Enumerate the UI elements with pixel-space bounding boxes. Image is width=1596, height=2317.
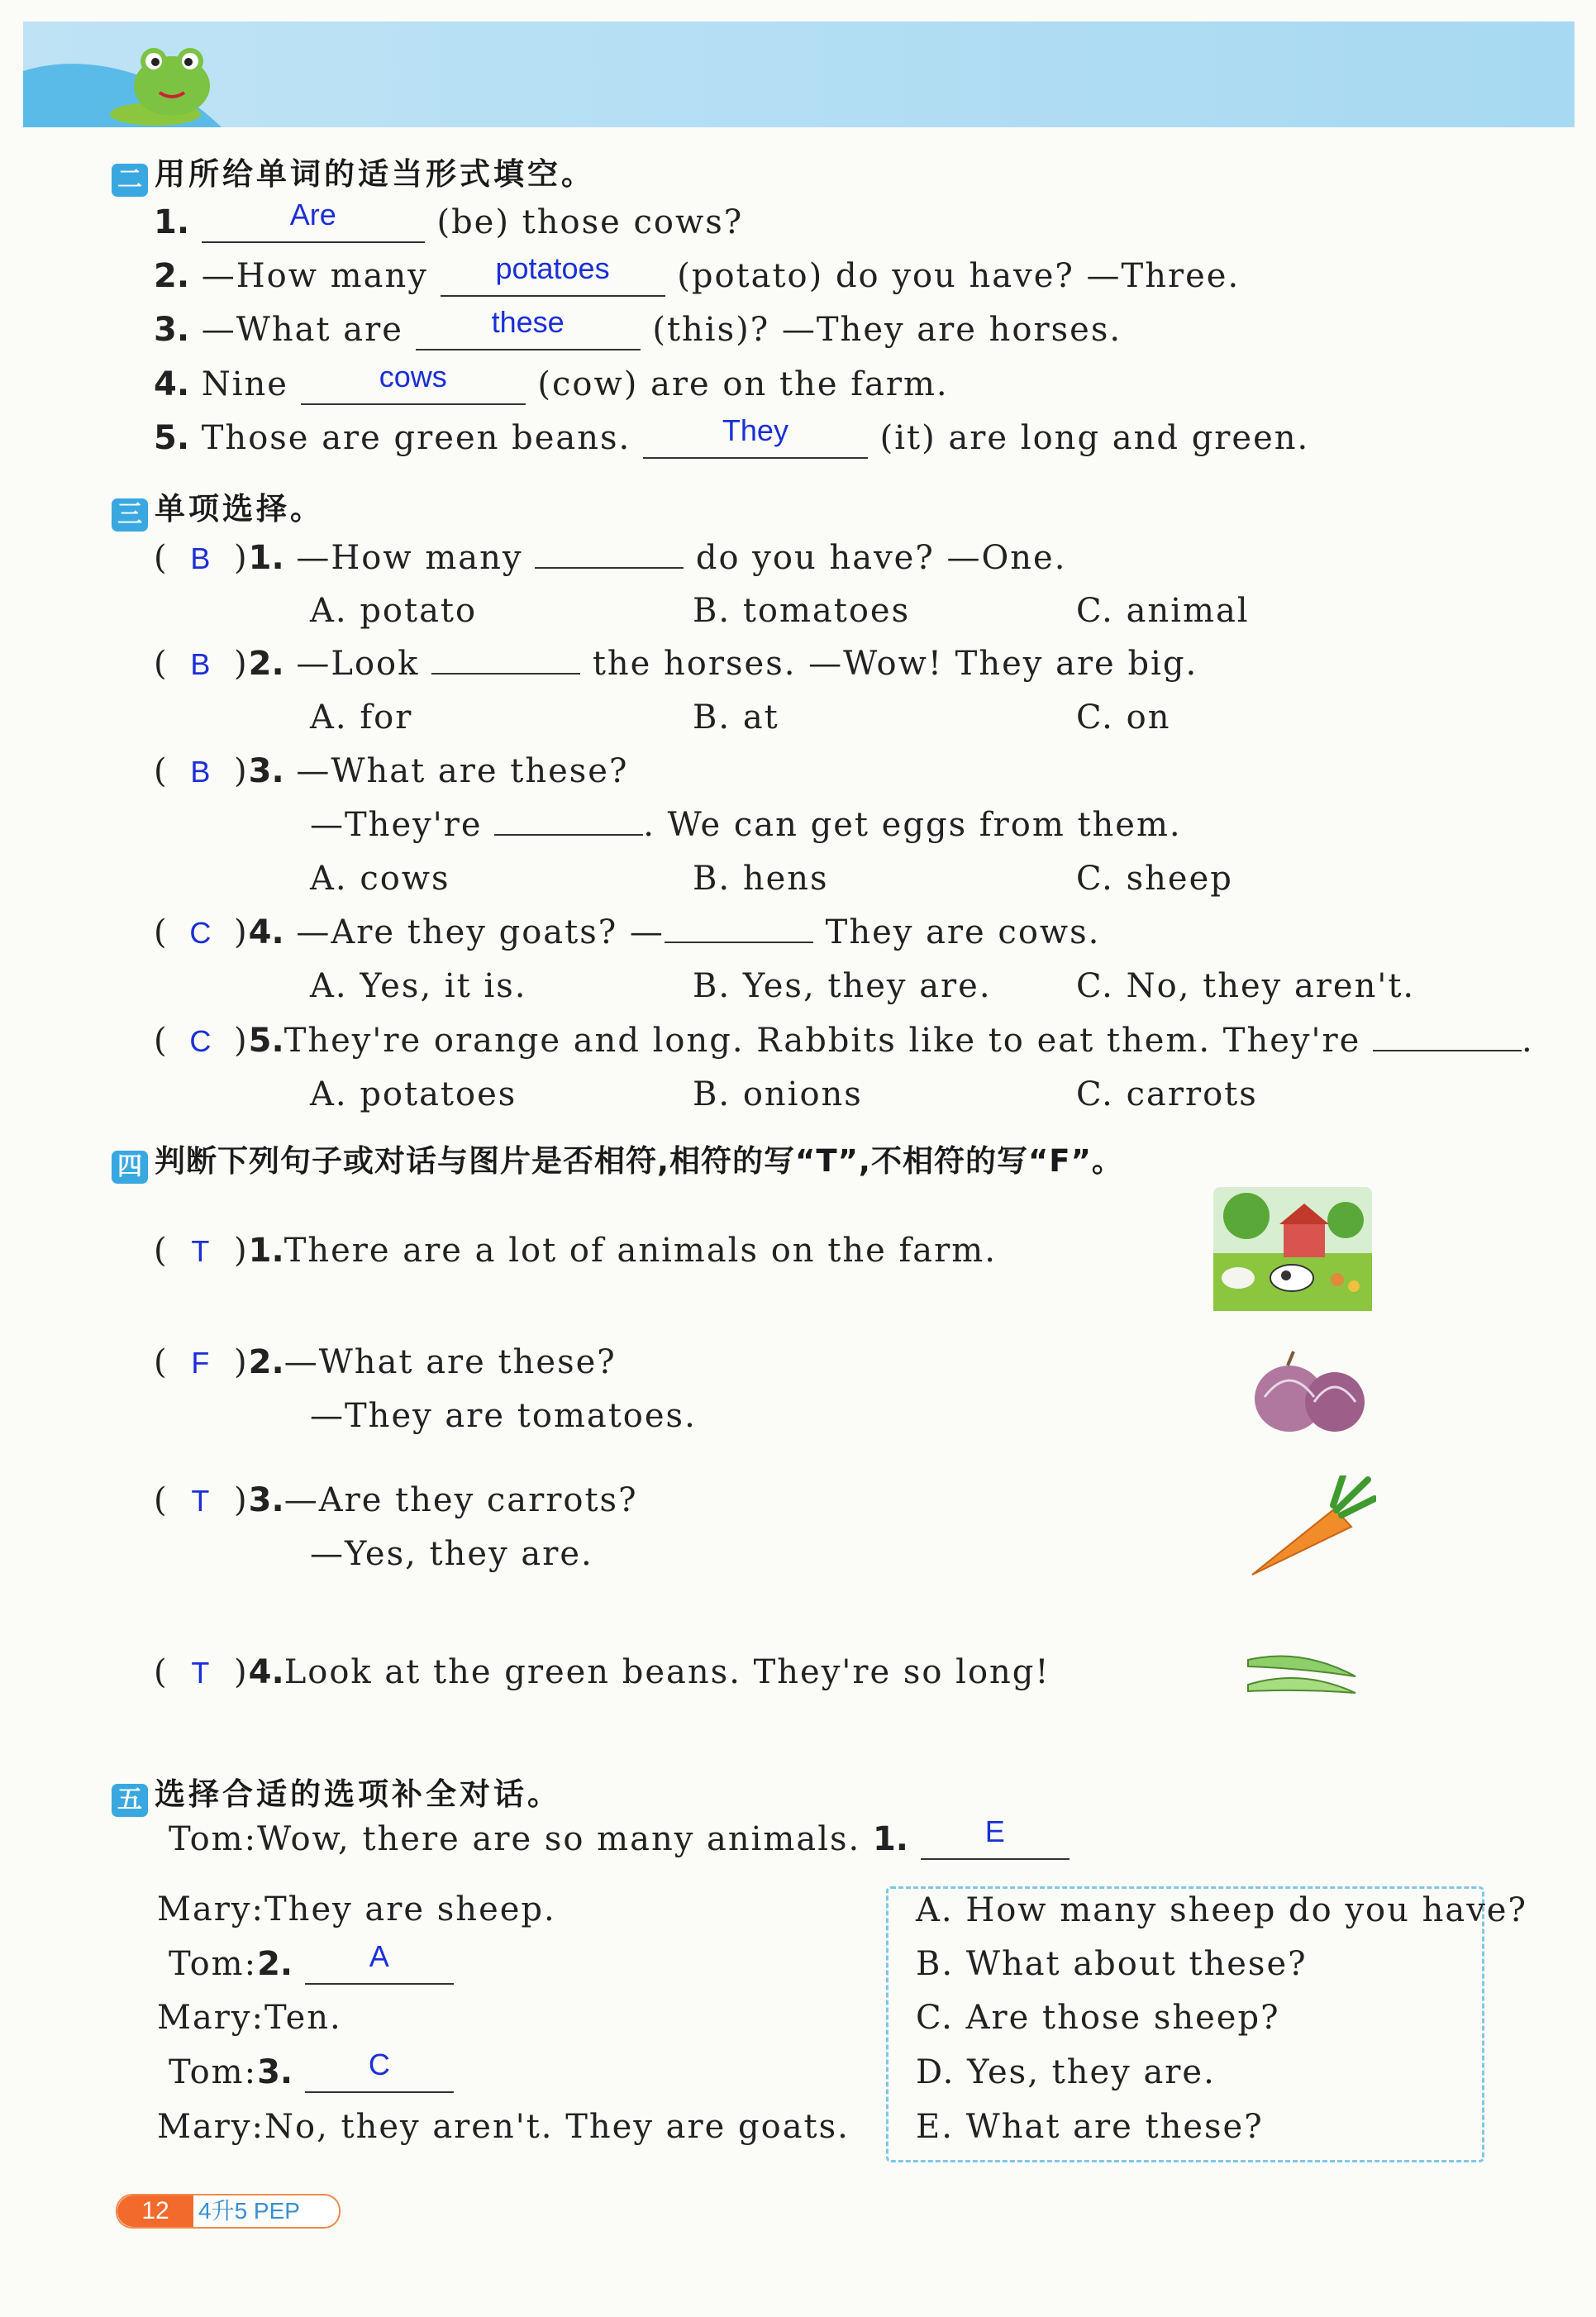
answer-blank[interactable]: They <box>643 419 868 459</box>
question-blank <box>665 942 813 943</box>
choice-question-5: ( C )5.They're orange and long. Rabbits like to eat them. They're . <box>154 1022 1534 1060</box>
page-number: 12 <box>117 2195 193 2227</box>
answer-blank[interactable]: A <box>305 1945 454 1985</box>
answer-blank[interactable]: Are <box>202 203 425 243</box>
answer-blank[interactable]: cows <box>301 365 526 405</box>
section-3-title: 三 单项选择。 <box>112 484 324 532</box>
choice-question-3-line-2: —They're . We can get eggs from them. <box>310 806 1182 844</box>
answer-choice[interactable]: T <box>191 1656 212 1690</box>
option-a: A. Yes, it is. <box>310 967 527 1005</box>
answer-blank[interactable]: E <box>921 1820 1070 1860</box>
option-a: A. potato <box>310 592 478 630</box>
option-b: B. at <box>693 698 779 737</box>
judge-item-2: ( F )2.—What are these? <box>154 1343 617 1381</box>
question-blank <box>1373 1050 1522 1051</box>
section-5-title: 五 选择合适的选项补全对话。 <box>112 1769 561 1817</box>
answer-choice[interactable]: C <box>189 916 213 950</box>
fill-item-5: 5. Those are green beans. They (it) are long and green. <box>154 413 1310 457</box>
dialogue-line-6: Mary:No, they aren't. They are goats. <box>157 2108 850 2146</box>
judge-item-3: ( T )3.—Are they carrots? <box>154 1481 638 1519</box>
option-c: C. carrots <box>1076 1075 1258 1113</box>
choice-question-4: ( C )4. —Are they goats? — They are cows. <box>154 913 1101 951</box>
answer-blank[interactable]: C <box>305 2053 454 2093</box>
option-c: C. sheep <box>1076 860 1233 898</box>
question-blank <box>431 673 580 675</box>
dialogue-option: A. How many sheep do you have? <box>916 1891 1527 1929</box>
section-number-icon: 四 <box>112 1151 148 1184</box>
option-c: C. animal <box>1076 592 1250 630</box>
option-b: B. tomatoes <box>693 592 911 630</box>
section-number-icon: 三 <box>112 498 148 532</box>
choice-question-2: ( B )2. —Look the horses. —Wow! They are big. <box>154 645 1198 683</box>
answer-blank[interactable]: these <box>416 311 641 350</box>
judge-item-1: ( T )1.There are a lot of animals on the farm. <box>154 1232 997 1270</box>
dialogue-line-5: Tom:3. C <box>169 2053 454 2093</box>
answer-choice[interactable]: F <box>191 1346 212 1380</box>
fill-item-2: 2. —How many potatoes (potato) do you have? —Three. <box>154 251 1241 295</box>
frog-logo-icon <box>23 21 296 127</box>
answer-choice[interactable]: C <box>189 1024 213 1058</box>
dialogue-line-2: Mary:They are sheep. <box>157 1890 556 1928</box>
fill-item-1: 1. Are (be) those cows? <box>154 198 744 241</box>
choice-question-1: ( B )1. —How many do you have? —One. <box>154 539 1067 577</box>
dialogue-line-4: Mary:Ten. <box>157 1999 342 2037</box>
dialogue-option: B. What about these? <box>916 1945 1308 1983</box>
option-b: B. hens <box>693 860 829 898</box>
question-blank <box>494 834 643 836</box>
dialogue-option: C. Are those sheep? <box>916 1999 1280 2037</box>
fill-item-3: 3. —What are these (this)? —They are horses. <box>154 305 1122 349</box>
dialogue-option: E. What are these? <box>916 2108 1264 2146</box>
page-number-badge <box>116 2194 341 2229</box>
grade-label: 4升5 PEP <box>198 2198 300 2224</box>
judge-item-2-line-2: —They are tomatoes. <box>310 1397 697 1435</box>
answer-choice[interactable]: B <box>190 541 212 575</box>
judge-item-3-line-2: —Yes, they are. <box>310 1535 593 1573</box>
choice-question-3: ( B )3. —What are these? <box>154 752 629 790</box>
option-a: A. for <box>310 698 413 737</box>
answer-blank[interactable]: potatoes <box>441 257 665 297</box>
section-number-icon: 二 <box>112 164 148 197</box>
farm-picture <box>1213 1187 1372 1311</box>
section-number-icon: 五 <box>112 1784 148 1817</box>
option-c: C. on <box>1076 698 1171 737</box>
option-a: A. potatoes <box>310 1075 517 1113</box>
option-b: B. Yes, they are. <box>693 967 992 1005</box>
dialogue-line-1: Tom:Wow, there are so many animals. 1. E <box>169 1820 1070 1860</box>
option-c: C. No, they aren't. <box>1076 967 1416 1005</box>
answer-choice[interactable]: B <box>190 755 212 789</box>
answer-choice[interactable]: T <box>191 1484 212 1518</box>
dialogue-option: D. Yes, they are. <box>916 2053 1216 2091</box>
option-b: B. onions <box>693 1075 863 1113</box>
answer-choice[interactable]: B <box>190 647 212 681</box>
option-a: A. cows <box>310 860 450 898</box>
fill-item-4: 4. Nine cows (cow) are on the farm. <box>154 360 949 403</box>
green-beans-picture <box>1244 1643 1360 1709</box>
question-blank <box>535 567 684 569</box>
section-2-title: 二 用所给单词的适当形式填空。 <box>112 149 595 197</box>
section-4-title: 四 判断下列句子或对话与图片是否相符,相符的写“T”,不相符的写“F”。 <box>112 1136 1123 1184</box>
answer-choice[interactable]: T <box>191 1234 212 1268</box>
onion-picture <box>1248 1347 1372 1438</box>
carrot-picture <box>1244 1476 1376 1583</box>
judge-item-4: ( T )4.Look at the green beans. They're so long! <box>154 1653 1051 1691</box>
dialogue-line-3: Tom:2. A <box>169 1945 454 1985</box>
